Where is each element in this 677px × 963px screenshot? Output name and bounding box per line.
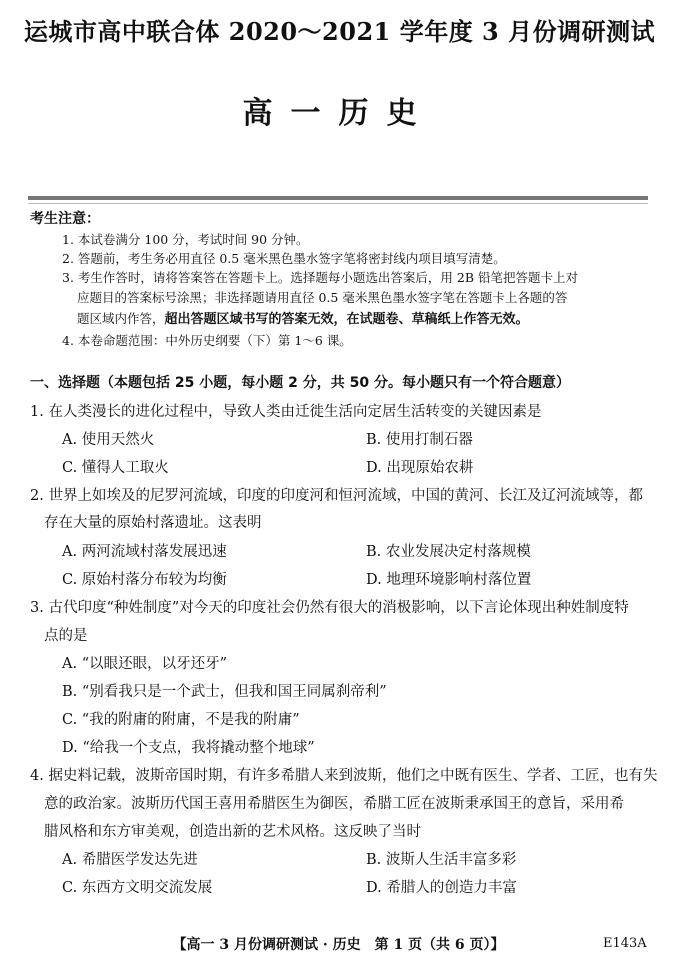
- notice-emphasis: 超出答题区域书写的答案无效，在试题卷、草稿纸上作答无效。: [164, 312, 529, 327]
- question-option: B. 农业发展决定村落规模: [366, 544, 531, 560]
- question-stem-continued: 点的是: [44, 628, 88, 644]
- question-stem-continued: 腊风格和东方审美观，创造出新的艺术风格。这反映了当时: [44, 824, 421, 840]
- notice-item: 2. 答题前，考生务必用直径 0.5 毫米黑色墨水签字笔将密封线内项目填写清楚。: [62, 251, 506, 266]
- notice-item: 3. 考生作答时，请将答案答在答题卡上。选择题每小题选出答案后，用 2B 铅笔把答题卡上对: [62, 270, 578, 285]
- question-option: B. 使用打制石器: [366, 432, 473, 448]
- question-stem: 3. 古代印度“种姓制度”对今天的印度社会仍然有很大的消极影响，以下言论体现出种姓制度特: [30, 600, 629, 616]
- question-option: A. 希腊医学发达先进: [62, 852, 198, 868]
- notice-item-continued: 应题目的答案标号涂黑；非选择题请用直径 0.5 毫米黑色墨水签字笔在答题卡上各题的答: [77, 290, 568, 305]
- question-option: B. 波斯人生活丰富多彩: [366, 852, 517, 868]
- question-option: C. “我的附庸的附庸，不是我的附庸”: [62, 712, 300, 728]
- header-divider: [28, 196, 648, 200]
- question-option: A. “以眼还眼，以牙还牙”: [62, 656, 228, 672]
- question-option: D. 地理环境影响村落位置: [366, 572, 532, 588]
- notice-heading: 考生注意：: [30, 211, 100, 227]
- question-option: C. 懂得人工取火: [62, 460, 169, 476]
- question-option: C. 原始村落分布较为均衡: [62, 572, 227, 588]
- question-stem-continued: 存在大量的原始村落遗址。这表明: [44, 515, 262, 531]
- question-stem: 1. 在人类漫长的进化过程中，导致人类由迁徙生活向定居生活转变的关键因素是: [30, 404, 542, 420]
- question-option: D. “给我一个支点，我将撬动整个地球”: [62, 740, 315, 756]
- section-heading: 一、选择题（本题包括 25 小题，每小题 2 分，共 50 分。每小题只有一个符合题意）: [30, 375, 570, 391]
- notice-item-continued-text: 题区域内作答，: [77, 311, 165, 326]
- exam-title: 运城市高中联合体 2020～2021 学年度 3 月份调研测试: [23, 17, 656, 46]
- question-option: D. 出现原始农耕: [366, 460, 474, 476]
- question-stem: 4. 据史料记载，波斯帝国时期，有许多希腊人来到波斯，他们之中既有医生、学者、工匠，也有失: [30, 768, 658, 784]
- notice-item: 1. 本试卷满分 100 分，考试时间 90 分钟。: [62, 232, 309, 247]
- question-option: D. 希腊人的创造力丰富: [366, 880, 517, 896]
- question-option: B. “别看我只是一个武士，但我和国王同属刹帝利”: [62, 684, 387, 700]
- exam-code: E143A: [603, 936, 647, 951]
- question-stem-continued: 意的政治家。波斯历代国王喜用希腊医生为御医，希腊工匠在波斯秉承国王的意旨，采用希: [44, 796, 624, 812]
- notice-item-continued: [77, 308, 529, 327]
- notice-item: 4. 本卷命题范围：中外历史纲要（下）第 1～6 课。: [62, 333, 352, 348]
- header-divider-thin: [28, 203, 648, 204]
- page-footer: 【高一 3 月份调研测试 · 历史 第 1 页（共 6 页）】: [172, 937, 505, 953]
- question-option: A. 两河流域村落发展迅速: [62, 544, 227, 560]
- subject-title: 高一历史: [242, 96, 435, 131]
- question-option: A. 使用天然火: [62, 432, 155, 448]
- question-option: C. 东西方文明交流发展: [62, 880, 213, 896]
- question-stem: 2. 世界上如埃及的尼罗河流域，印度的印度河和恒河流域，中国的黄河、长江及辽河流域等，都: [30, 488, 643, 504]
